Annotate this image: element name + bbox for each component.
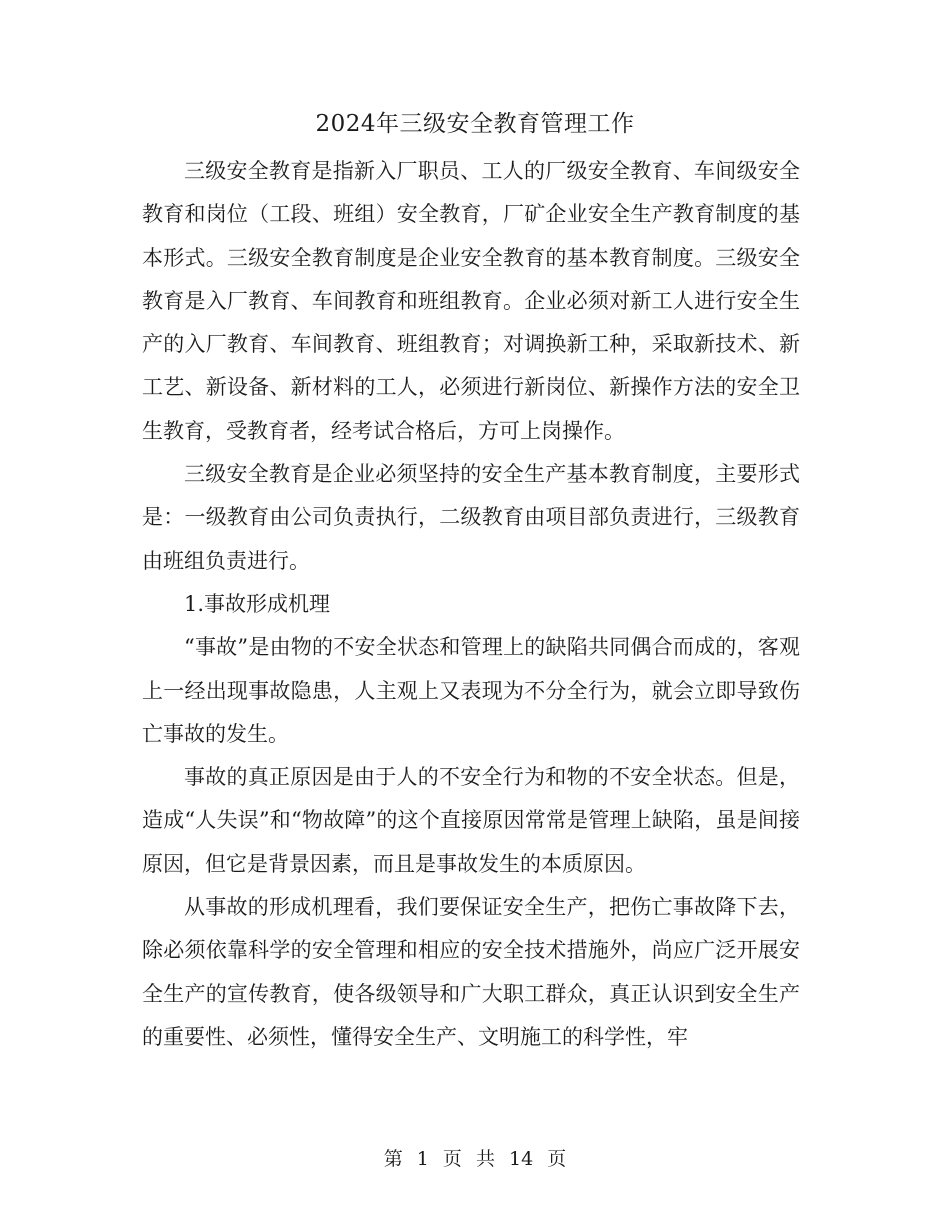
page-footer xyxy=(0,1144,950,1174)
footer-total-pages: 14 xyxy=(509,1148,534,1170)
footer-page-prefix: 第 xyxy=(383,1148,403,1170)
paragraph-intro: 三级安全教育是指新入厂职员、工人的厂级安全教育、车间级安全教育和岗位（工段、班组）安全教育，厂矿企业安全生产教育制度的基本形式。三级安全教育制度是企业安全教育的基本教育制度。三级安全教育是入厂教育、车间教育和班组教育。企业必须对新工人进行安全生产的入厂教育、车间教育、班组教育；对调换新工种，采取新技术、新工艺、新设备、新材料的工人，必须进行新岗位、新操作方法的安全卫生教育，受教育者，经考试合格后，方可上岗操作。 xyxy=(142,159,800,443)
footer-page-number: 1 xyxy=(416,1148,429,1170)
paragraph-safety-education: 从事故的形成机理看，我们要保证安全生产，把伤亡事故降下去，除必须依靠科学的安全管理和相应的安全技术措施外，尚应广泛开展安全生产的宣传教育，使各级领导和广大职工群众，真正认识到安全生产的重要性、必须性，懂得安全生产、文明施工的科学性，牢 xyxy=(142,895,800,1049)
footer-total-prefix: 共 xyxy=(475,1148,495,1170)
section-heading-accident-mechanism: 1.事故形成机理 xyxy=(184,591,331,616)
paragraph-accident-definition: “事故”是由物的不安全状态和管理上的缺陷共同偶合而成的，客观上一经出现事故隐患，人主观上又表现为不分全行为，就会立即导致伤亡事故的发生。 xyxy=(142,635,800,746)
paragraph-three-level-forms: 三级安全教育是企业必须坚持的安全生产基本教育制度，主要形式是：一级教育由公司负责执行，二级教育由项目部负责进行，三级教育由班组负责进行。 xyxy=(142,462,800,573)
footer-page-label: 页 xyxy=(442,1148,462,1170)
document-body xyxy=(142,150,800,1059)
paragraph-accident-causes: 事故的真正原因是由于人的不安全行为和物的不安全状态。但是，造成“人失误”和“物故障”的这个直接原因常常是管理上缺陷，虽是间接原因，但它是背景因素，而且是事故发生的本质原因。 xyxy=(142,765,800,876)
document-title: 2024年三级安全教育管理工作 xyxy=(315,111,635,137)
footer-total-label: 页 xyxy=(547,1148,567,1170)
